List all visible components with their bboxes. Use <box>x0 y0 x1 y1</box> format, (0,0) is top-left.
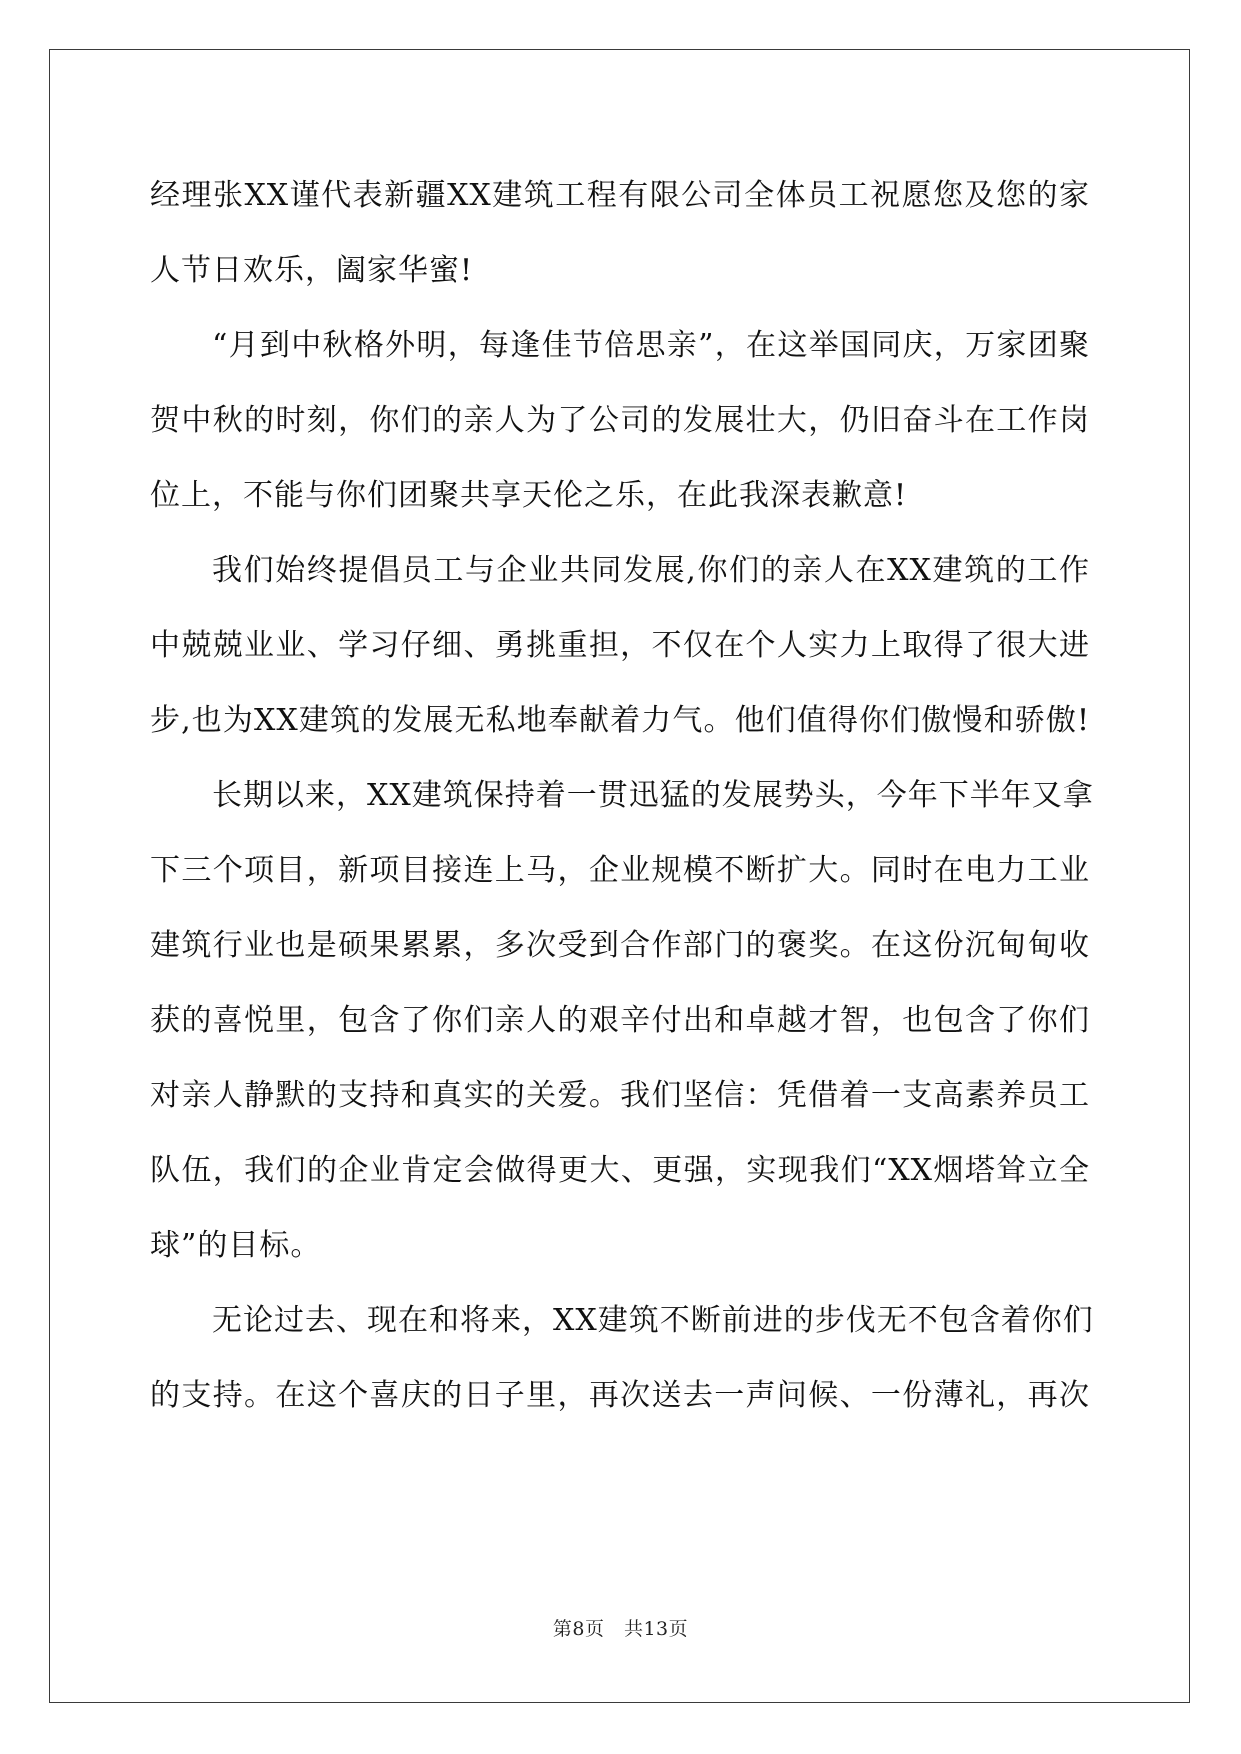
text-line: 我们始终提倡员工与企业共同发展,你们的亲人在XX建筑的工作 <box>212 553 1090 588</box>
text-line: 中兢兢业业、学习仔细、勇挑重担，不仅在个人实力上取得了很大进 <box>150 628 1090 663</box>
text-line: 队伍，我们的企业肯定会做得更大、更强，实现我们“XX烟塔耸立全 <box>150 1153 1090 1188</box>
text-line: 步,也为XX建筑的发展无私地奉献着力气。他们值得你们傲慢和骄傲! <box>150 703 1090 738</box>
text-line: 建筑行业也是硕果累累，多次受到合作部门的褒奖。在这份沉甸甸收 <box>150 928 1090 963</box>
text-line: 经理张XX谨代表新疆XX建筑工程有限公司全体员工祝愿您及您的家 <box>150 178 1090 213</box>
page-number-footer: 第8页 共13页 <box>552 1618 689 1640</box>
document-body <box>150 158 1094 1433</box>
text-line: 人节日欢乐，阖家华蜜! <box>150 253 474 288</box>
text-line: “月到中秋格外明，每逢佳节倍思亲”，在这举国同庆，万家团聚 <box>212 328 1090 363</box>
text-line: 位上，不能与你们团聚共享天伦之乐，在此我深表歉意! <box>150 478 908 513</box>
text-line: 球”的目标。 <box>150 1228 322 1263</box>
text-line: 获的喜悦里，包含了你们亲人的艰辛付出和卓越才智，也包含了你们 <box>150 1003 1090 1038</box>
text-line: 的支持。在这个喜庆的日子里，再次送去一声问候、一份薄礼，再次 <box>150 1378 1090 1413</box>
text-line: 长期以来，XX建筑保持着一贯迅猛的发展势头，今年下半年又拿 <box>212 778 1094 813</box>
text-line: 对亲人静默的支持和真实的关爱。我们坚信：凭借着一支高素养员工 <box>150 1078 1090 1113</box>
text-line: 下三个项目，新项目接连上马，企业规模不断扩大。同时在电力工业 <box>150 853 1090 888</box>
text-line: 贺中秋的时刻，你们的亲人为了公司的发展壮大，仍旧奋斗在工作岗 <box>150 403 1090 438</box>
text-line: 无论过去、现在和将来，XX建筑不断前进的步伐无不包含着你们 <box>212 1303 1094 1338</box>
